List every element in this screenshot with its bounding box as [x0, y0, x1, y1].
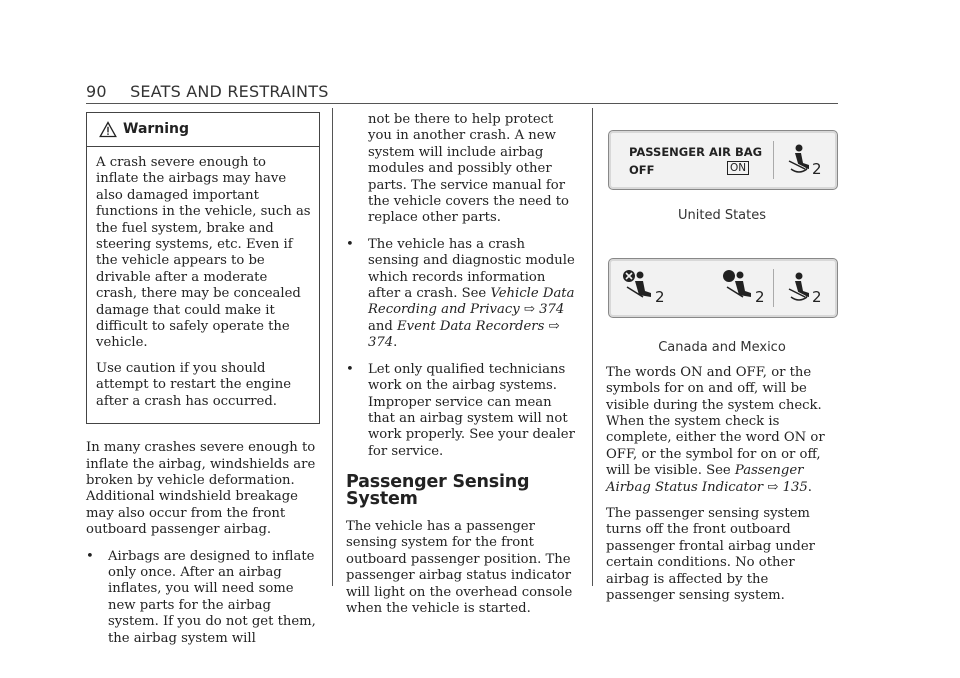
warning-triangle-icon: [99, 121, 117, 138]
us-caption: United States: [677, 208, 767, 223]
us-status-indicator-panel: [608, 130, 838, 190]
column-divider-2: [592, 108, 593, 586]
column-divider-1: [332, 108, 333, 586]
list-item: [86, 549, 320, 647]
bullet-glyph: •: [346, 361, 354, 377]
page-number: 90: [86, 82, 107, 101]
list-item: [346, 362, 580, 460]
page-ref-arrow: ⇨: [548, 318, 560, 334]
page-ref-arrow: ⇨: [523, 302, 535, 318]
list-item-text: not be there to help protect you in another crash. A new system will include airbag modules and possibly other parts. The service manual for the vehicle covers the need to replace other parts.: [368, 112, 569, 226]
panel-on-label: ON: [727, 161, 749, 175]
pss-off-paragraph: The passenger sensing system turns off the front outboard passenger frontal airbag under certain conditions. No other airbag is affected by the passenger sensing system.: [606, 506, 815, 604]
page-ref[interactable]: 374: [368, 335, 394, 351]
warning-body: [87, 147, 319, 423]
panel-label-line1: PASSENGER AIR BAG: [629, 145, 763, 159]
bullet-glyph: •: [86, 548, 94, 564]
airbag-on-symbol-icon: [721, 269, 755, 305]
system-check-paragraph: The words ON and OFF, or the symbols for on and off, will be visible during the system check. When the system check is complete, either the word ON or OFF, or the symbol for on or off, will be visible. See Passenger Airbag Status Indicator ⇨ 135.: [606, 364, 825, 495]
seat-number: 2: [812, 288, 822, 307]
section-title: SEATS AND RESTRAINTS: [130, 82, 329, 101]
warning-paragraph-1: A crash severe enough to inflate the airbags may have also damaged important functions in the vehicle, such as the fuel system, brake and steering systems, etc. Even if the vehicle appears to be drivable after a moderate crash, there may be concealed damage that could make it difficult to safely operate the vehicle.: [96, 155, 311, 351]
cross-reference-link[interactable]: Event Data Recorders: [397, 318, 545, 334]
seat-number: 2: [655, 288, 665, 307]
windshield-paragraph: In many crashes severe enough to inflate the airbag, windshields are broken by vehicle deformation. Additional windshield breakage may also occur from the front outboard passenger airbag.: [86, 440, 316, 538]
column-3: [606, 112, 838, 615]
list-item: [346, 237, 580, 352]
panel-label-off: OFF: [629, 163, 655, 177]
page-ref-arrow: ⇨: [767, 479, 779, 495]
ca-status-indicator-panel: [608, 258, 838, 318]
pss-paragraph: The vehicle has a passenger sensing system for the front outboard passenger position. The passenger airbag status indicator will light on the overhead console when the vehicle is started.: [346, 518, 573, 616]
seat-number: 2: [755, 288, 765, 307]
passenger-seat-off-icon: [785, 271, 813, 305]
ca-caption: Canada and Mexico: [658, 340, 786, 356]
warning-paragraph-2: Use caution if you should attempt to restart the engine after a crash has occurred.: [96, 360, 292, 409]
list-item-text: Airbags are designed to inflate only once. After an airbag inflates, you will need some new parts for the airbag system. If you do not get them, the airbag system will: [108, 548, 316, 646]
list-item-text: Let only qualified technicians work on the airbag systems. Improper service can mean that an airbag system will not work properly. See your dealer for service.: [368, 361, 575, 459]
warning-header: [87, 113, 319, 147]
cross-reference-link[interactable]: Passenger Airbag Status Indicator: [606, 463, 804, 495]
header-rule: [86, 103, 838, 104]
page-header: [86, 82, 329, 101]
section-heading: Passenger Sensing System: [346, 472, 530, 509]
warning-box: [86, 112, 320, 424]
page-ref[interactable]: 374: [539, 302, 565, 318]
cross-reference-link[interactable]: Vehicle Data Recording and Privacy: [368, 286, 575, 318]
warning-title: Warning: [123, 121, 190, 138]
list-item-text: The vehicle has a crash sensing and diagnostic module which records information after a crash. See Vehicle Data Recording and Privacy ⇨ 374 and Event Data Recorders ⇨ 374.: [368, 236, 575, 351]
column-2: [346, 112, 580, 627]
airbag-off-symbol-icon: [621, 269, 655, 305]
bullet-glyph: •: [346, 236, 354, 252]
column-1: [86, 112, 320, 657]
list-item-continued: [346, 112, 580, 227]
panel-separator: [773, 269, 774, 307]
seat-number: 2: [812, 160, 822, 178]
page-ref[interactable]: 135: [782, 479, 808, 495]
passenger-seat-off-icon: [785, 143, 813, 177]
panel-separator: [773, 141, 774, 179]
